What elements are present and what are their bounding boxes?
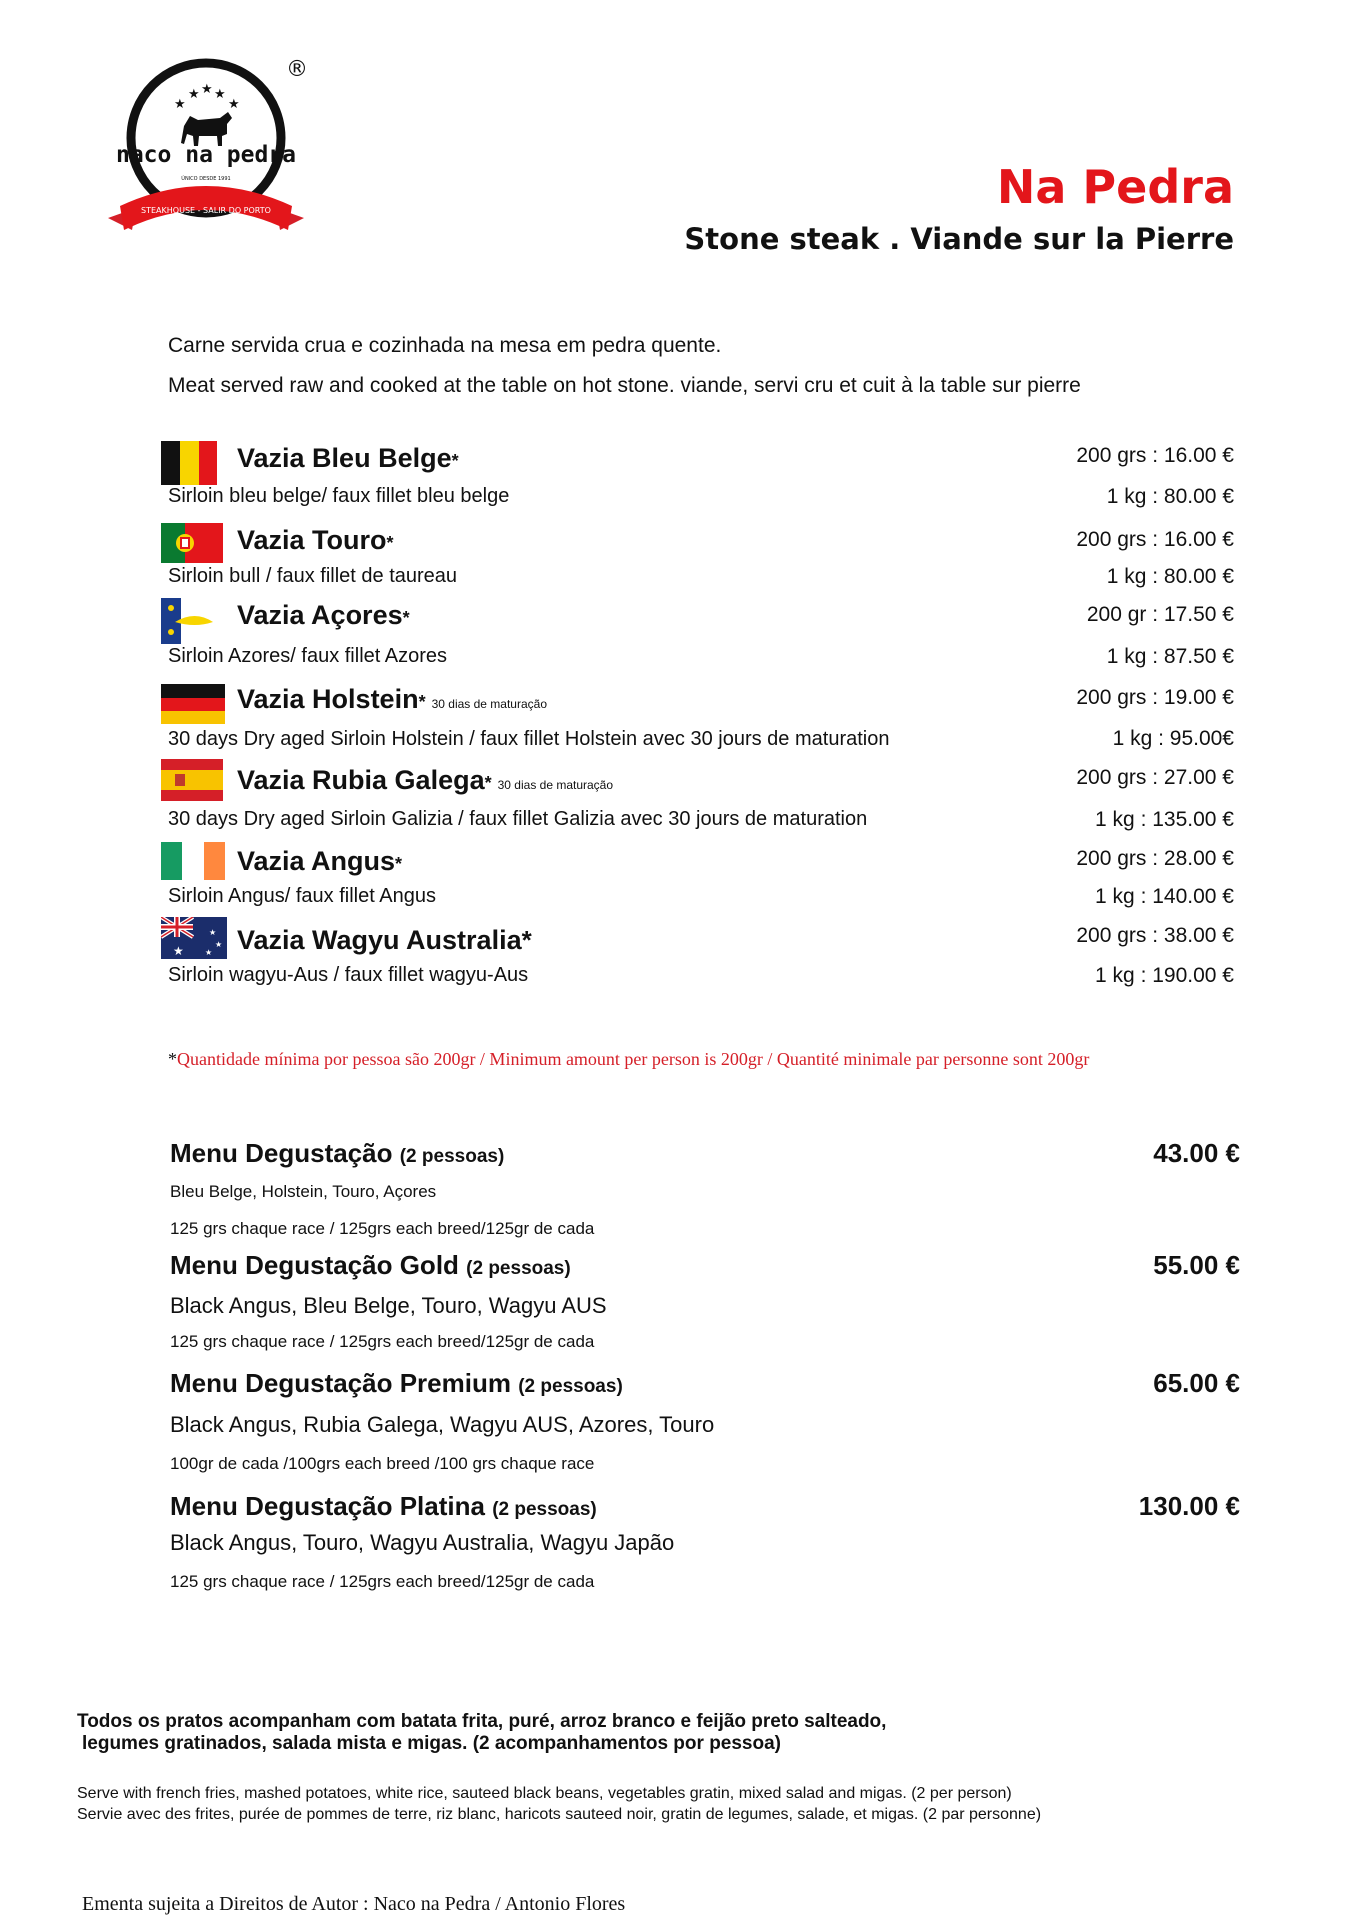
portugal-flag-icon xyxy=(161,523,223,567)
meat-name: Vazia Wagyu Australia* xyxy=(237,925,532,955)
meat-name: Vazia Açores* xyxy=(237,600,410,630)
price-200g: 200 grs : 28.00 € xyxy=(1076,847,1234,870)
svg-text:★: ★ xyxy=(215,940,223,949)
price-200g: 200 grs : 16.00 € xyxy=(1076,528,1234,551)
menu-portion: 125 grs chaque race / 125grs each breed/125gr de cada xyxy=(170,1572,595,1591)
menu-title: Menu Degustação (2 pessoas) xyxy=(170,1138,505,1168)
price-kg: 1 kg : 95.00€ xyxy=(1112,727,1234,750)
meat-name: Vazia Angus* xyxy=(237,846,403,876)
meat-name: Vazia Holstein* 30 dias de maturação xyxy=(237,684,547,714)
logo-graphic xyxy=(96,48,316,258)
meat-description: 30 days Dry aged Sirloin Galizia / faux fillet Galizia avec 30 jours de maturation xyxy=(168,808,868,830)
svg-text:★: ★ xyxy=(173,944,184,958)
price-kg: 1 kg : 135.00 € xyxy=(1095,808,1234,831)
intro-en-fr: Meat served raw and cooked at the table on hot stone. viande, servi cru et cuit à la table sur pierre xyxy=(168,374,1081,397)
menu-price: 130.00 € xyxy=(1138,1491,1240,1521)
germany-flag-icon xyxy=(161,684,223,728)
sides-note-en: Serve with french fries, mashed potatoes, white rice, sauteed black beans, vegetables gratin, mixed salad and migas. (2 per person) xyxy=(77,1785,1012,1802)
meat-name: Vazia Rubia Galega* 30 dias de maturação xyxy=(237,765,614,795)
svg-text:STEAKHOUSE - SALIR DO PORTO: STEAKHOUSE - SALIR DO PORTO xyxy=(141,206,271,215)
menu-price: 43.00 € xyxy=(1153,1138,1240,1168)
minimum-quantity-note: *Quantidade mínima por pessoa são 200gr / Minimum amount per person is 200gr / Quantité minimale par personne sont 200gr xyxy=(168,1049,1090,1069)
menu-price: 55.00 € xyxy=(1153,1250,1240,1280)
sides-note-pt: Todos os pratos acompanham com batata frita, puré, arroz branco e feijão preto salteado, xyxy=(77,1711,887,1732)
menu-breeds: Black Angus, Bleu Belge, Touro, Wagyu AUS xyxy=(170,1293,607,1318)
meat-name: Vazia Touro* xyxy=(237,525,394,555)
intro-pt: Carne servida crua e cozinhada na mesa em pedra quente. xyxy=(168,334,722,357)
belgium-flag-icon xyxy=(161,441,223,485)
menu-price: 65.00 € xyxy=(1153,1368,1240,1398)
svg-text:★: ★ xyxy=(228,97,240,112)
svg-text:ÚNICO DESDE 1991: ÚNICO DESDE 1991 xyxy=(181,176,231,182)
price-kg: 1 kg : 87.50 € xyxy=(1106,645,1234,668)
page-subtitle: Stone steak . Viande sur la Pierre xyxy=(684,222,1234,256)
svg-text:★: ★ xyxy=(188,87,200,102)
meat-name: Vazia Bleu Belge* xyxy=(237,443,459,473)
svg-text:★: ★ xyxy=(174,97,186,112)
menu-title: Menu Degustação Gold (2 pessoas) xyxy=(170,1250,571,1280)
restaurant-logo xyxy=(96,48,316,258)
copyright-note: Ementa sujeita a Direitos de Autor : Naco na Pedra / Antonio Flores xyxy=(82,1893,626,1915)
svg-text:®: ® xyxy=(286,57,308,82)
menu-portion: 100gr de cada /100grs each breed /100 grs chaque race xyxy=(170,1454,595,1473)
price-200g: 200 grs : 16.00 € xyxy=(1076,444,1234,467)
price-kg: 1 kg : 140.00 € xyxy=(1095,885,1234,908)
price-200g: 200 grs : 27.00 € xyxy=(1076,766,1234,789)
svg-text:★: ★ xyxy=(205,948,213,957)
sides-note-pt: legumes gratinados, salada mista e migas. (2 acompanhamentos por pessoa) xyxy=(82,1733,782,1754)
price-200g: 200 gr : 17.50 € xyxy=(1086,603,1234,626)
price-200g: 200 grs : 38.00 € xyxy=(1076,924,1234,947)
meat-description: Sirloin wagyu-Aus / faux fillet wagyu-Aus xyxy=(168,964,529,986)
price-kg: 1 kg : 80.00 € xyxy=(1106,565,1234,588)
sides-note-fr: Servie avec des frites, purée de pommes de terre, riz blanc, haricots sauteed noir, gratin de legumes, salade, et migas. (2 par personne) xyxy=(77,1806,1042,1823)
ireland-flag-icon xyxy=(161,842,223,886)
meat-description: Sirloin Angus/ faux fillet Angus xyxy=(168,885,436,907)
price-200g: 200 grs : 19.00 € xyxy=(1076,686,1234,709)
menu-portion: 125 grs chaque race / 125grs each breed/125gr de cada xyxy=(170,1332,595,1351)
menu-title: Menu Degustação Platina (2 pessoas) xyxy=(170,1491,597,1521)
meat-description: Sirloin bull / faux fillet de taureau xyxy=(168,565,458,587)
price-kg: 1 kg : 190.00 € xyxy=(1095,964,1234,987)
page-title: Na Pedra xyxy=(996,160,1234,214)
menu-breeds: Black Angus, Rubia Galega, Wagyu AUS, Azores, Touro xyxy=(170,1412,715,1437)
meat-description: 30 days Dry aged Sirloin Holstein / faux fillet Holstein avec 30 jours de maturation xyxy=(168,728,890,750)
menu-breeds: Bleu Belge, Holstein, Touro, Açores xyxy=(170,1182,437,1201)
menu-breeds: Black Angus, Touro, Wagyu Australia, Wagyu Japão xyxy=(170,1530,675,1555)
svg-text:★: ★ xyxy=(209,928,217,937)
menu-portion: 125 grs chaque race / 125grs each breed/125gr de cada xyxy=(170,1219,595,1238)
australia-flag-icon xyxy=(161,917,223,961)
svg-text:★: ★ xyxy=(201,82,213,97)
spain-flag-icon xyxy=(161,759,223,803)
svg-text:naco na pedra: naco na pedra xyxy=(115,142,297,168)
azores-flag-icon xyxy=(161,598,223,642)
svg-text:★: ★ xyxy=(214,87,226,102)
price-kg: 1 kg : 80.00 € xyxy=(1106,485,1234,508)
meat-description: Sirloin bleu belge/ faux fillet bleu belge xyxy=(168,485,510,507)
menu-title: Menu Degustação Premium (2 pessoas) xyxy=(170,1368,623,1398)
meat-description: Sirloin Azores/ faux fillet Azores xyxy=(168,645,448,667)
